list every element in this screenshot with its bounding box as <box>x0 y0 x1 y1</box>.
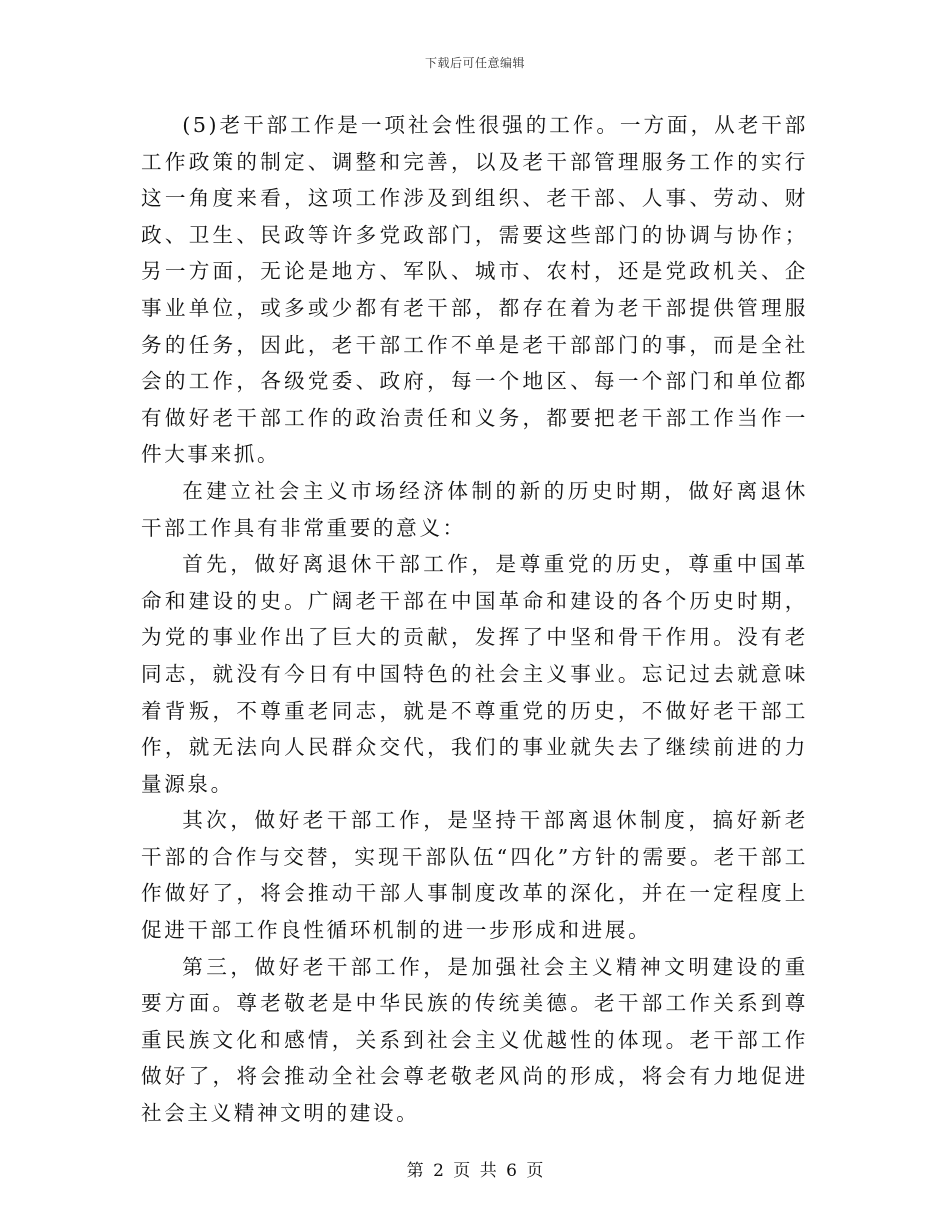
paragraph-4: 其次，做好老干部工作，是坚持干部离退休制度，搞好新老干部的合作与交替，实现干部队伍“四化”方针的需要。老干部工作做好了，将会推动干部人事制度改革的深化，并在一定程度上促进干部工作良性循环机制的进一步形成和进展。 <box>141 808 808 943</box>
paragraph-5: 第三，做好老干部工作，是加强社会主义精神文明建设的重要方面。尊老敬老是中华民族的传统美德。老干部工作关系到尊重民族文化和感情，关系到社会主义优越性的体现。老干部工作做好了，将会推动全社会尊老敬老风尚的形成，将会有力地促进社会主义精神文明的建设。 <box>141 954 808 1126</box>
page-header: 下载后可任意编辑 <box>424 56 525 70</box>
document-body <box>141 107 808 1132</box>
paragraph-3: 首先，做好离退休干部工作，是尊重党的历史，尊重中国革命和建设的史。广阔老干部在中国革命和建设的各个历史时期，为党的事业作出了巨大的贡献，发挥了中坚和骨干作用。没有老同志，就没有今日有中国特色的社会主义事业。忘记过去就意味着背叛，不尊重老同志，就是不尊重党的历史，不做好老干部工作，就无法向人民群众交代，我们的事业就失去了继续前进的力量源泉。 <box>141 552 808 796</box>
page-footer: 第 2 页 共 6 页 <box>406 1161 544 1181</box>
paragraph-1: (5)老干部工作是一项社会性很强的工作。一方面，从老干部工作政策的制定、调整和完善，以及老干部管理服务工作的实行这一角度来看，这项工作涉及到组织、老干部、人事、劳动、财政、卫生、民政等许多党政部门，需要这些部门的协调与协作；另一方面，无论是地方、军队、城市、农村，还是党政机关、企事业单位，或多或少都有老干部，都存在着为老干部提供管理服务的任务，因此，老干部工作不单是老干部部门的事，而是全社会的工作，各级党委、政府，每一个地区、每一个部门和单位都有做好老干部工作的政治责任和义务，都要把老干部工作当作一件大事来抓。 <box>141 113 808 467</box>
paragraph-2: 在建立社会主义市场经济体制的新的历史时期，做好离退休干部工作具有非常重要的意义： <box>141 478 808 540</box>
